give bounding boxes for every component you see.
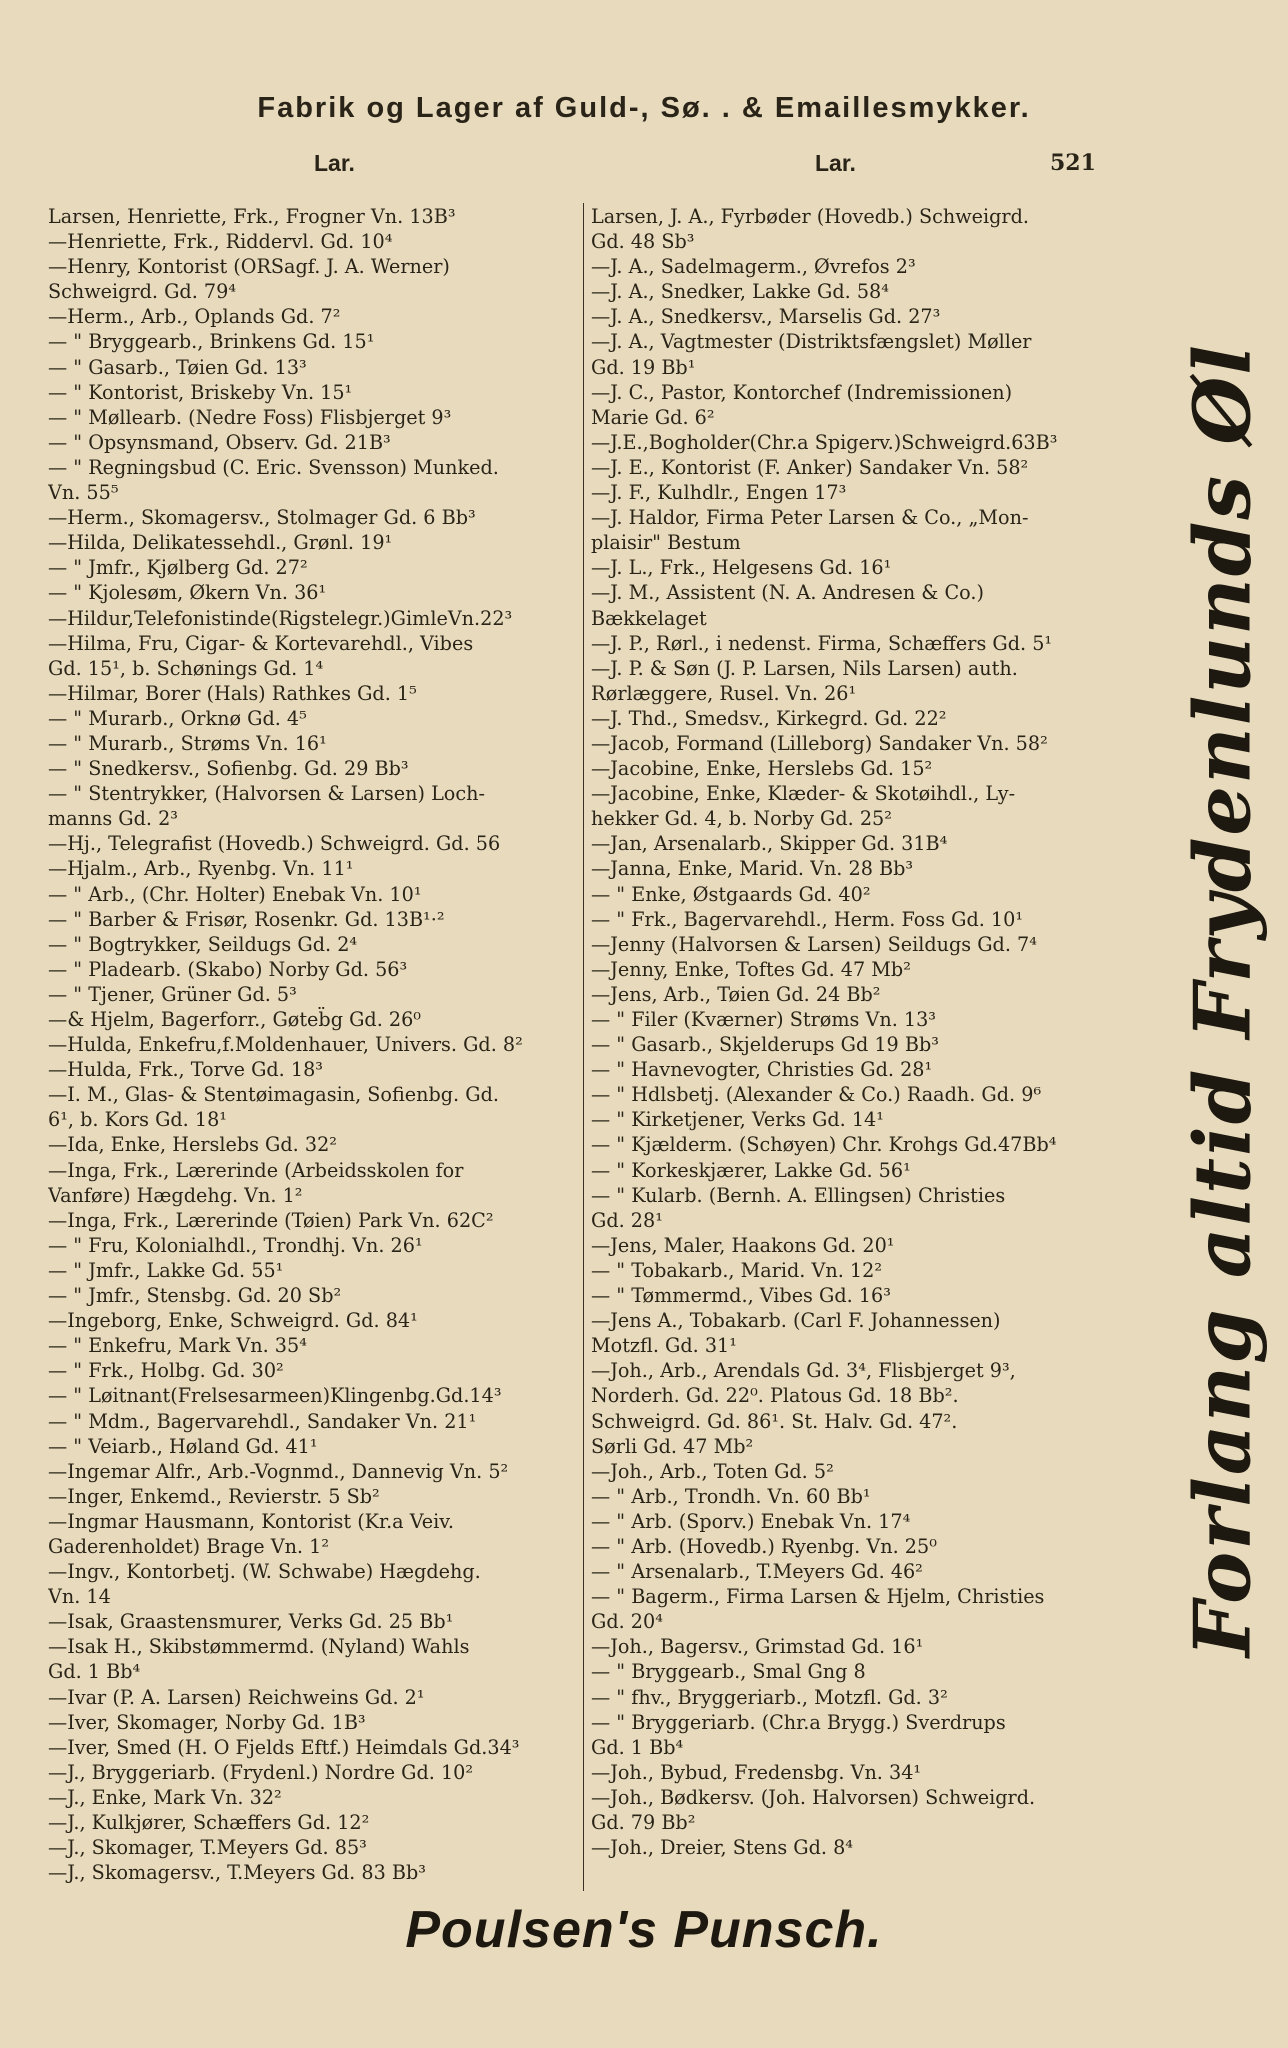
directory-entry-line: — " Frk., Bagervarehdl., Herm. Foss Gd. 10¹ xyxy=(591,907,1024,931)
directory-entry-line: — " Mdm., Bagervarehdl., Sandaker Vn. 21¹ xyxy=(48,1409,477,1433)
directory-entry-line: — " Møllearb. (Nedre Foss) Flisbjerget 9³ xyxy=(48,405,452,429)
directory-entry-line: — " Gasarb., Skjelderups Gd 19 Bb³ xyxy=(591,1033,939,1057)
directory-entry-line: Rørlæggere, Rusel. Vn. 26¹ xyxy=(591,681,857,705)
directory-entry-line: —J. M., Assistent (N. A. Andresen & Co.) xyxy=(591,581,984,605)
directory-entry-line: —Jacob, Formand (Lilleborg) Sandaker Vn. 58² xyxy=(591,731,1048,755)
directory-entry-line: —I. M., Glas- & Stentøimagasin, Sofienbg. Gd. xyxy=(48,1083,499,1107)
directory-entry-line: — " Bryggeriarb. (Chr.a Brygg.) Sverdrups xyxy=(591,1710,1006,1734)
right-column-label: Lar. xyxy=(815,150,856,176)
directory-entry-line: —Inger, Enkemd., Revierstr. 5 Sb² xyxy=(48,1484,380,1508)
directory-entry-line: — " Løitnant(Frelsesarmeen)Klingenbg.Gd.14³ xyxy=(48,1384,502,1408)
left-column-label: Lar. xyxy=(314,150,355,176)
directory-entry-line: Vanføre) Hægdehg. Vn. 1² xyxy=(48,1183,303,1207)
directory-entry-line: —J. A., Snedker, Lakke Gd. 58⁴ xyxy=(591,280,889,304)
directory-entry-line: —Joh., Dreier, Stens Gd. 8⁴ xyxy=(591,1836,853,1860)
directory-entry-line: — " Stentrykker, (Halvorsen & Larsen) Loch- xyxy=(48,782,485,806)
directory-entry-line: — " Kontorist, Briskeby Vn. 15¹ xyxy=(48,380,353,404)
directory-entry-line: —J. P. & Søn (J. P. Larsen, Nils Larsen) auth. xyxy=(591,656,1018,680)
directory-entry-line: Motzfl. Gd. 31¹ xyxy=(591,1334,737,1358)
directory-entry-line: Vn. 55⁵ xyxy=(48,481,119,505)
directory-entry-line: Gd. 48 Sb³ xyxy=(591,230,695,254)
directory-entry-line: —J. C., Pastor, Kontorchef (Indremissionen) xyxy=(591,380,1013,404)
directory-entry-line: — " Arb. (Sporv.) Enebak Vn. 17⁴ xyxy=(591,1509,911,1533)
directory-entry-line: — " Pladearb. (Skabo) Norby Gd. 56³ xyxy=(48,957,408,981)
side-advertisement: Forlang altid Frydenlunds Øl xyxy=(1177,343,1269,1657)
directory-entry-line: — " Bryggearb., Brinkens Gd. 15¹ xyxy=(48,330,375,354)
directory-entry-line: Sørli Gd. 47 Mb² xyxy=(591,1434,754,1458)
directory-entry-line: Larsen, J. A., Fyrbøder (Hovedb.) Schweigrd. xyxy=(591,205,1029,228)
directory-entry-line: —Joh., Bybud, Fredensbg. Vn. 34¹ xyxy=(591,1760,922,1784)
directory-entry-line: —& Hjelm, Bagerforr., Gøteb̈g Gd. 26⁰ xyxy=(48,1008,421,1031)
directory-entry-line: plaisir" Bestum xyxy=(591,531,741,555)
directory-entry-line: — " Arsenalarb., T.Meyers Gd. 46² xyxy=(591,1560,923,1584)
directory-entry-line: — " Jmfr., Lakke Gd. 55¹ xyxy=(48,1258,284,1282)
directory-entry-line: —J. A., Vagtmester (Distriktsfængslet) Møller xyxy=(591,330,1032,354)
left-column-entries xyxy=(48,204,580,1885)
directory-entry-line: — " Kularb. (Bernh. A. Ellingsen) Christies xyxy=(591,1183,1006,1207)
directory-entry-line: —Henry, Kontorist (ORSagf. J. A. Werner) xyxy=(48,255,450,279)
directory-entry-line: — " Kjolesøm, Økern Vn. 36¹ xyxy=(48,581,327,605)
directory-entry-line: Norderh. Gd. 22⁰. Platous Gd. 18 Bb². xyxy=(591,1384,959,1408)
directory-entry-line: —Jan, Arsenalarb., Skipper Gd. 31B⁴ xyxy=(591,832,948,856)
directory-entry-line: Gd. 1 Bb⁴ xyxy=(591,1735,684,1759)
directory-entry-line: — " Veiarb., Høland Gd. 41¹ xyxy=(48,1434,318,1458)
directory-entry-line: —Isak, Graastensmurer, Verks Gd. 25 Bb¹ xyxy=(48,1610,454,1634)
directory-entry-line: —Hj., Telegrafist (Hovedb.) Schweigrd. Gd. 56 xyxy=(48,832,501,856)
directory-entry-line: —Joh., Bødkersv. (Joh. Halvorsen) Schweigrd. xyxy=(591,1785,1036,1809)
directory-entry-line: — " Tobakarb., Marid. Vn. 12² xyxy=(591,1258,883,1282)
directory-entry-line: —Jens A., Tobakarb. (Carl F. Johannessen) xyxy=(591,1309,1001,1333)
directory-entry-line: Gd. 20⁴ xyxy=(591,1610,663,1634)
bottom-advertisement: Poulsen's Punsch. xyxy=(405,1901,883,1959)
directory-entry-line: — " Arb., Trondh. Vn. 60 Bb¹ xyxy=(591,1484,871,1508)
directory-entry-line: —Henriette, Frk., Riddervl. Gd. 10⁴ xyxy=(48,230,393,254)
directory-entry-line: —Janna, Enke, Marid. Vn. 28 Bb³ xyxy=(591,857,914,881)
directory-entry-line: — " Tjener, Grüner Gd. 5³ xyxy=(48,982,297,1006)
directory-entry-line: Gd. 15¹, b. Schønings Gd. 1⁴ xyxy=(48,656,324,680)
directory-entry-line: —Hildur,Telefonistinde(Rigstelegr.)GimleVn.22³ xyxy=(48,606,513,630)
directory-entry-line: — " Kjælderm. (Schøyen) Chr. Krohgs Gd.47Bb⁴ xyxy=(591,1133,1057,1157)
directory-entry-line: — " Barber & Frisør, Rosenkr. Gd. 13B¹·² xyxy=(48,907,445,931)
directory-entry-line: — " Kirketjener, Verks Gd. 14¹ xyxy=(591,1108,884,1132)
directory-entry-line: Gd. 19 Bb¹ xyxy=(591,355,696,379)
directory-entry-line: —Hulda, Enkefru,f.Moldenhauer, Univers. Gd. 8² xyxy=(48,1033,523,1057)
directory-entry-line: —Hilmar, Borer (Hals) Rathkes Gd. 1⁵ xyxy=(48,681,417,705)
directory-entry-line: —Hilma, Fru, Cigar- & Kortevarehdl., Vibes xyxy=(48,631,474,655)
directory-entry-line: Larsen, Henriette, Frk., Frogner Vn. 13B³ xyxy=(48,205,456,228)
directory-entry-line: —Jenny (Halvorsen & Larsen) Seildugs Gd. 7⁴ xyxy=(591,932,1037,956)
directory-entry-line: —J., Enke, Mark Vn. 32² xyxy=(48,1785,282,1809)
directory-entry-line: —Herm., Arb., Oplands Gd. 7² xyxy=(48,305,341,329)
directory-entry-line: —Ingemar Alfr., Arb.-Vognmd., Dannevig Vn. 5² xyxy=(48,1459,509,1483)
directory-entry-line: —Joh., Arb., Arendals Gd. 3⁴, Flisbjerget 9³, xyxy=(591,1359,1016,1383)
directory-entry-line: — " Havnevogter, Christies Gd. 28¹ xyxy=(591,1058,933,1082)
directory-entry-line: —J. A., Sadelmagerm., Øvrefos 2³ xyxy=(591,255,916,279)
directory-entry-line: —Jens, Arb., Tøien Gd. 24 Bb² xyxy=(591,982,881,1006)
directory-entry-line: —Jacobine, Enke, Klæder- & Skotøihdl., Ly- xyxy=(591,782,1016,806)
page-headline: Fabrik og Lager af Guld-, Sø. . & Emaillesmykker. xyxy=(257,92,1031,124)
directory-entry-line: — " fhv., Bryggeriarb., Motzfl. Gd. 3² xyxy=(591,1685,948,1709)
directory-entry-line: Gd. 79 Bb² xyxy=(591,1811,696,1834)
directory-entry-line: —J., Bryggeriarb. (Frydenl.) Nordre Gd. 10² xyxy=(48,1760,474,1784)
directory-entry-line: manns Gd. 2³ xyxy=(48,807,179,831)
directory-entry-line: — " Arb. (Hovedb.) Ryenbg. Vn. 25⁰ xyxy=(591,1534,937,1558)
directory-entry-line: —Inga, Frk., Lærerinde (Arbeidsskolen for xyxy=(48,1158,464,1182)
directory-entry-line: —Joh., Arb., Toten Gd. 5² xyxy=(591,1459,834,1483)
directory-entry-line: —Ida, Enke, Herslebs Gd. 32² xyxy=(48,1133,337,1157)
directory-entry-line: —Ingeborg, Enke, Schweigrd. Gd. 84¹ xyxy=(48,1309,418,1333)
right-column-entries xyxy=(591,204,1136,1860)
directory-entry-line: Marie Gd. 6² xyxy=(591,405,715,429)
directory-entry-line: —Hjalm., Arb., Ryenbg. Vn. 11¹ xyxy=(48,857,354,881)
directory-entry-line: — " Filer (Kværner) Strøms Vn. 13³ xyxy=(591,1008,937,1031)
directory-entry-line: — " Enke, Østgaards Gd. 40² xyxy=(591,882,871,906)
directory-entry-line: Gd. 28¹ xyxy=(591,1208,663,1232)
directory-entry-line: — " Bryggearb., Smal Gng 8 xyxy=(591,1660,866,1684)
directory-entry-line: — " Murarb., Strøms Vn. 16¹ xyxy=(48,731,327,755)
directory-entry-line: Gaderenholdet) Brage Vn. 1² xyxy=(48,1534,330,1558)
directory-entry-line: —J. Haldor, Firma Peter Larsen & Co., „Mon- xyxy=(591,506,1029,530)
directory-entry-line: —Jens, Maler, Haakons Gd. 20¹ xyxy=(591,1233,895,1257)
directory-entry-line: — " Korkeskjærer, Lakke Gd. 56¹ xyxy=(591,1158,911,1182)
directory-entry-line: —J. Thd., Smedsv., Kirkegrd. Gd. 22² xyxy=(591,706,947,730)
directory-entry-line: — " Arb., (Chr. Holter) Enebak Vn. 10¹ xyxy=(48,882,422,906)
directory-entry-line: —Ingmar Hausmann, Kontorist (Kr.a Veiv. xyxy=(48,1509,454,1533)
directory-entry-line: —Ingv., Kontorbetj. (W. Schwabe) Hægdehg. xyxy=(48,1560,481,1584)
directory-entry-line: —Herm., Skomagersv., Stolmager Gd. 6 Bb³ xyxy=(48,506,476,530)
directory-entry-line: — " Bogtrykker, Seildugs Gd. 2⁴ xyxy=(48,932,358,956)
column-divider xyxy=(583,203,584,1891)
page-number: 521 xyxy=(1050,150,1096,176)
directory-entry-line: — " Enkefru, Mark Vn. 35⁴ xyxy=(48,1334,307,1358)
directory-entry-line: —Ivar (P. A. Larsen) Reichweins Gd. 2¹ xyxy=(48,1685,425,1709)
directory-entry-line: —J., Skomagersv., T.Meyers Gd. 83 Bb³ xyxy=(48,1861,426,1885)
directory-entry-line: 6¹, b. Kors Gd. 18¹ xyxy=(48,1108,227,1132)
directory-entry-line: — " Jmfr., Stensbg. Gd. 20 Sb² xyxy=(48,1284,342,1308)
directory-entry-line: hekker Gd. 4, b. Norby Gd. 25² xyxy=(591,807,892,831)
directory-entry-line: —J. L., Frk., Helgesens Gd. 16¹ xyxy=(591,556,892,580)
directory-entry-line: —Iver, Smed (H. O Fjelds Eftf.) Heimdals Gd.34³ xyxy=(48,1735,520,1759)
directory-entry-line: —Iver, Skomager, Norby Gd. 1B³ xyxy=(48,1710,366,1734)
directory-entry-line: —Hulda, Frk., Torve Gd. 18³ xyxy=(48,1058,323,1082)
directory-entry-line: —J., Kulkjører, Schæffers Gd. 12² xyxy=(48,1811,370,1834)
directory-entry-line: — " Tømmermd., Vibes Gd. 16³ xyxy=(591,1284,891,1308)
directory-entry-line: —Jacobine, Enke, Herslebs Gd. 15² xyxy=(591,757,933,781)
directory-entry-line: — " Fru, Kolonialhdl., Trondhj. Vn. 26¹ xyxy=(48,1233,423,1257)
directory-entry-line: —Hilda, Delikatessehdl., Grønl. 19¹ xyxy=(48,531,393,555)
directory-entry-line: —J. A., Snedkersv., Marselis Gd. 27³ xyxy=(591,305,941,329)
directory-entry-line: Gd. 1 Bb⁴ xyxy=(48,1660,141,1684)
directory-entry-line: — " Jmfr., Kjølberg Gd. 27² xyxy=(48,556,308,580)
directory-entry-line: Schweigrd. Gd. 79⁴ xyxy=(48,280,237,304)
directory-entry-line: — " Bagerm., Firma Larsen & Hjelm, Christies xyxy=(591,1585,1045,1609)
directory-entry-line: —J. E., Kontorist (F. Anker) Sandaker Vn. 58² xyxy=(591,455,1029,479)
directory-entry-line: — " Hdlsbetj. (Alexander & Co.) Raadh. Gd. 9⁶ xyxy=(591,1083,1042,1107)
directory-entry-line: —Joh., Bagersv., Grimstad Gd. 16¹ xyxy=(591,1635,924,1659)
directory-entry-line: — " Opsynsmand, Observ. Gd. 21B³ xyxy=(48,430,391,454)
directory-entry-line: Vn. 14 xyxy=(48,1585,111,1609)
directory-entry-line: Bækkelaget xyxy=(591,606,707,630)
directory-entry-line: — " Snedkersv., Sofienbg. Gd. 29 Bb³ xyxy=(48,757,409,781)
directory-entry-line: —J., Skomager, T.Meyers Gd. 85³ xyxy=(48,1836,367,1860)
directory-entry-line: — " Frk., Holbg. Gd. 30² xyxy=(48,1359,284,1383)
directory-entry-line: — " Murarb., Orknø Gd. 4⁵ xyxy=(48,706,307,730)
directory-entry-line: —Jenny, Enke, Toftes Gd. 47 Mb² xyxy=(591,957,911,981)
directory-entry-line: Schweigrd. Gd. 86¹. St. Halv. Gd. 47². xyxy=(591,1409,958,1433)
directory-entry-line: —Inga, Frk., Lærerinde (Tøien) Park Vn. 62C² xyxy=(48,1208,494,1232)
directory-entry-line: —J.E.,Bogholder(Chr.a Spigerv.)Schweigrd.63B³ xyxy=(591,430,1058,454)
directory-entry-line: — " Regningsbud (C. Eric. Svensson) Munked. xyxy=(48,455,499,479)
directory-entry-line: —J. F., Kulhdlr., Engen 17³ xyxy=(591,481,847,505)
directory-entry-line: —J. P., Rørl., i nedenst. Firma, Schæffers Gd. 5¹ xyxy=(591,631,1053,655)
directory-entry-line: —Isak H., Skibstømmermd. (Nyland) Wahls xyxy=(48,1635,470,1659)
directory-entry-line: — " Gasarb., Tøien Gd. 13³ xyxy=(48,355,307,379)
